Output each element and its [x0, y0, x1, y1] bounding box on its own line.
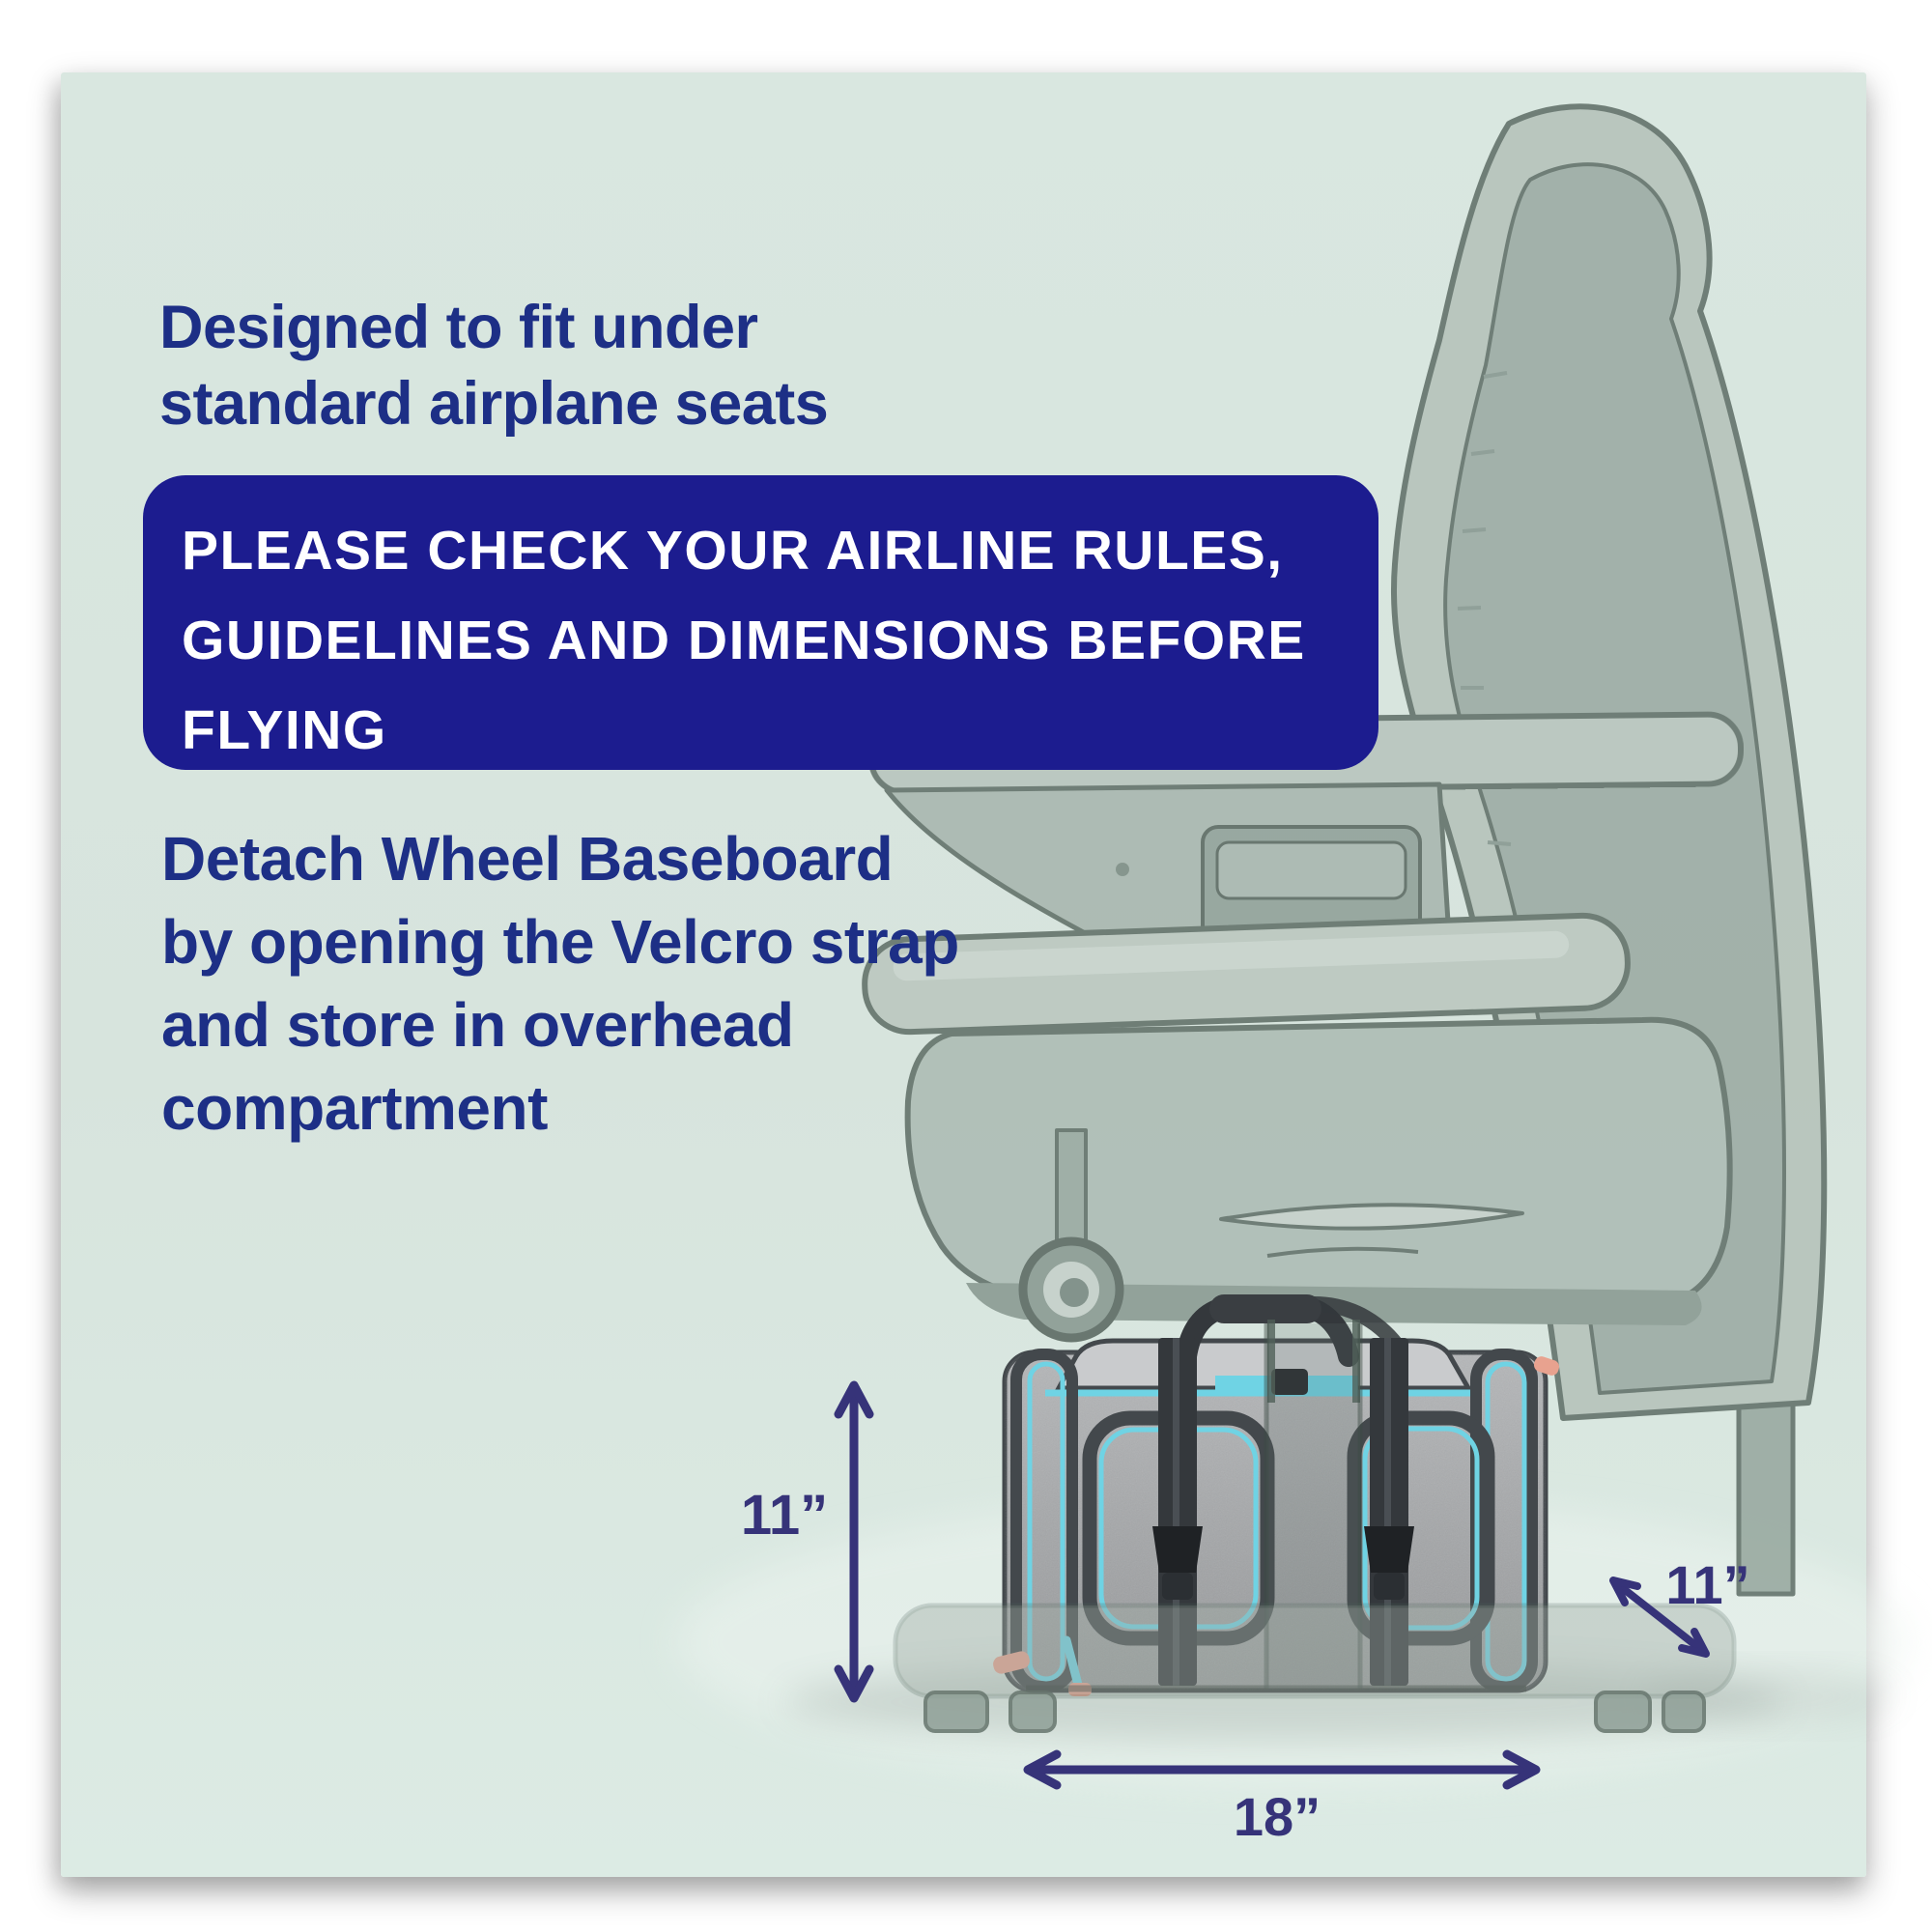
bag-handle-grip — [1209, 1294, 1321, 1323]
airline-rules-banner — [143, 475, 1378, 770]
fit-under-seats-heading — [159, 290, 828, 442]
detach-line1: Detach Wheel Baseboard — [161, 824, 894, 894]
detach-line3: and store in overhead — [161, 990, 794, 1060]
width-dimension-label: 18” — [1233, 1786, 1321, 1847]
depth-dimension-label: 11” — [1665, 1554, 1750, 1615]
banner-line1: PLEASE CHECK YOUR AIRLINE RULES, — [182, 520, 1284, 582]
detach-line2: by opening the Velcro strap — [161, 907, 959, 977]
seat-screw — [1116, 863, 1129, 876]
fit-heading-line2: standard airplane seats — [159, 370, 829, 438]
seat-back-pocket-slot — [1217, 842, 1406, 898]
fit-heading-line1: Designed to fit under — [159, 294, 758, 361]
detach-line4: compartment — [161, 1073, 548, 1143]
detach-baseboard-instructions — [161, 817, 959, 1150]
seat-roller-hub — [1060, 1278, 1089, 1307]
banner-line3: FLYING — [182, 699, 387, 761]
height-dimension-label: 11” — [740, 1484, 829, 1547]
banner-line2: GUIDELINES AND DIMENSIONS BEFORE — [182, 610, 1306, 671]
